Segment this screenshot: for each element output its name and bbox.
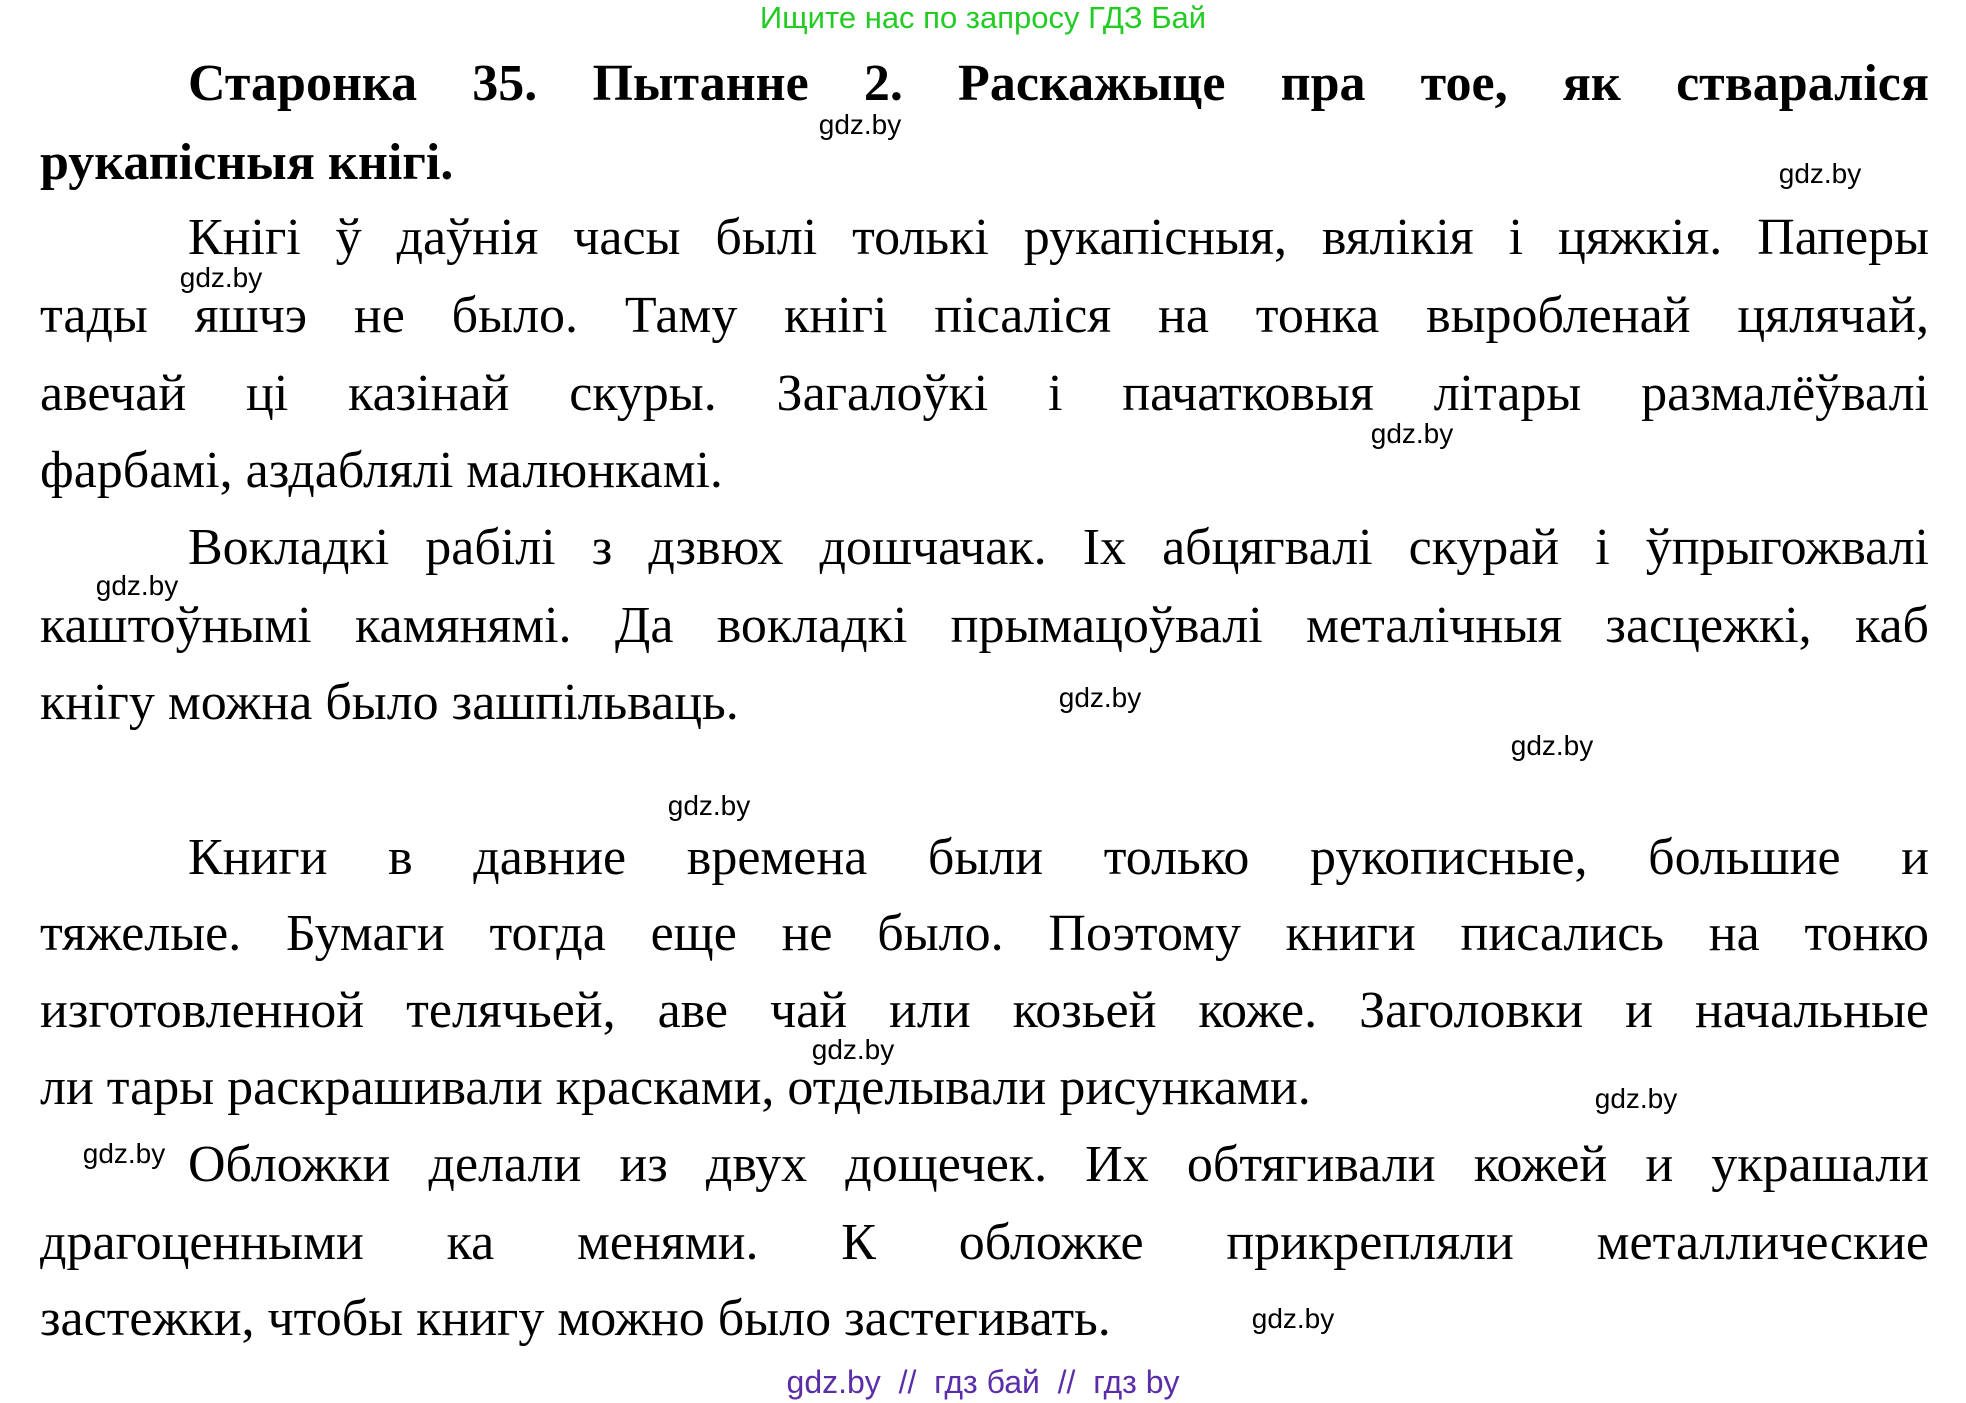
heading-line: Старонка 35. Пытанне 2. Раскажыце пра тое, як ствараліся	[188, 55, 1929, 112]
watermark: gdz.by	[811, 1034, 895, 1065]
text-line: Книги в давние времена были только рукописные, большие и	[188, 829, 1929, 886]
watermark: gdz.by	[1510, 730, 1594, 761]
watermark: gdz.by	[667, 790, 751, 821]
watermark: gdz.by	[1370, 418, 1454, 449]
text-line: Кнігі ў даўнія часы былі толькі рукапісныя, вялікія і цяжкія. Паперы	[188, 209, 1929, 266]
text-line: тады яшчэ не было. Таму кнігі пісаліся на тонка выробленай цялячай,	[40, 287, 1929, 344]
heading-line: рукапісныя кнігі.	[40, 134, 454, 191]
watermark: gdz.by	[1058, 682, 1142, 713]
watermark: gdz.by	[179, 262, 263, 293]
watermark: gdz.by	[1778, 158, 1862, 189]
text-line: драгоценными ка менями. К обложке прикрепляли металлические	[40, 1214, 1929, 1271]
text-line: изготовленной телячьей, аве чай или козьей коже. Заголовки и начальные	[40, 982, 1929, 1039]
text-line: застежки, чтобы книгу можно было застегивать.	[40, 1290, 1111, 1347]
text-line: тяжелые. Бумаги тогда еще не было. Поэтому книги писались на тонко	[40, 905, 1929, 962]
watermark: gdz.by	[95, 570, 179, 601]
footer-links: gdz.by // гдз бай // гдз by	[786, 1364, 1180, 1400]
text-line: Вокладкі рабілі з дзвюх дошчачак. Іх абцягвалі скурай і ўпрыгожвалі	[188, 519, 1929, 576]
text-line: авечай ці казінай скуры. Загалоўкі і пачатковыя літары размалёўвалі	[40, 365, 1929, 422]
text-line: Обложки делали из двух дощечек. Их обтягивали кожей и украшали	[188, 1136, 1929, 1193]
text-line: каштоўнымі камянямі. Да вокладкі прымацоўвалі металічныя засцежкі, каб	[40, 597, 1929, 654]
text-line: кнігу можна было зашпільваць.	[40, 674, 739, 731]
watermark: gdz.by	[818, 109, 902, 140]
search-banner: Ищите нас по запросу ГДЗ Бай	[759, 0, 1207, 35]
watermark: gdz.by	[1251, 1303, 1335, 1334]
text-line: ли тары раскрашивали красками, отделывали рисунками.	[40, 1059, 1311, 1116]
text-line: фарбамі, аздаблялі малюнкамі.	[40, 442, 723, 499]
watermark: gdz.by	[82, 1138, 166, 1169]
watermark: gdz.by	[1594, 1083, 1678, 1114]
